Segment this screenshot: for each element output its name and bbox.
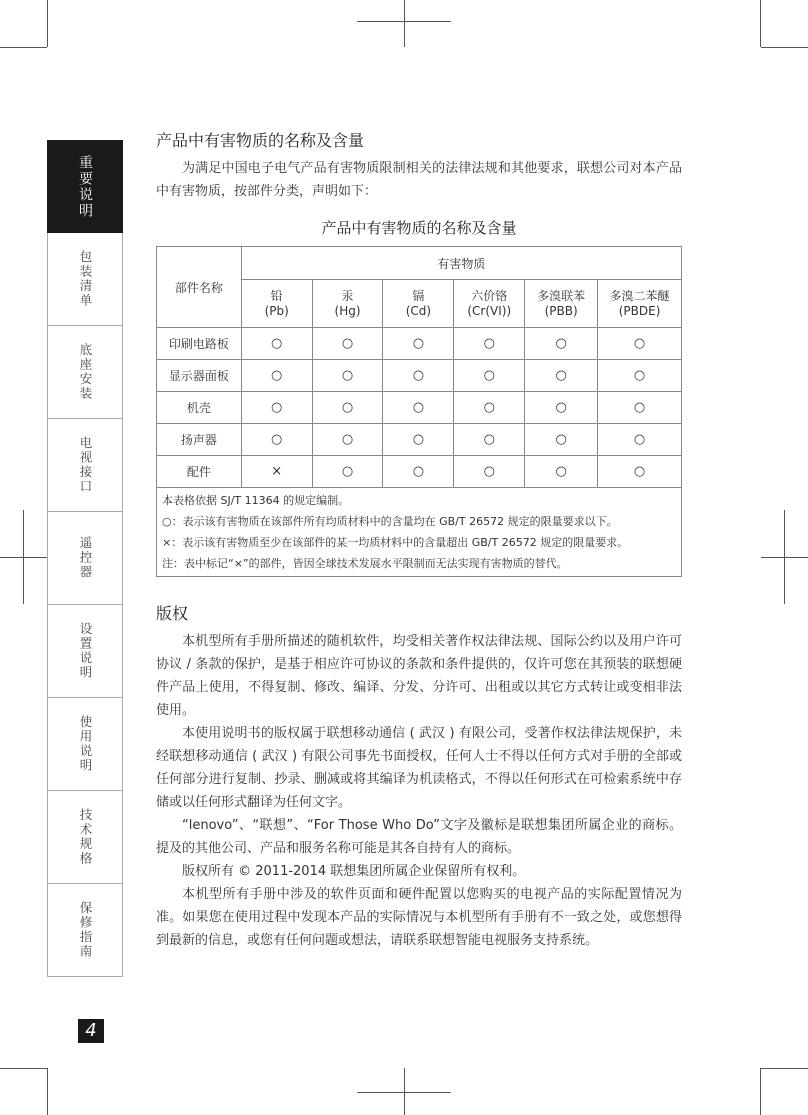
mark: × [241,456,312,488]
mark: ○ [454,424,525,456]
table-row [157,360,682,392]
table-title: 产品中有害物质的名称及含量 [321,219,517,237]
part-name: 配件 [157,456,242,488]
mark: ○ [241,424,312,456]
hazard-heading: 产品中有害物质的名称及含量 [156,131,365,150]
part-name: 扬声器 [157,424,242,456]
tab-remote[interactable] [47,512,123,605]
copyright-paragraph: “lenovo”、“联想”、“For Those Who Do”文字及徽标是联想集团所属企业的商标。提及的其他公司、产品和服务名称可能是其各自持有人的商标。 [156,818,682,856]
mark: ○ [312,328,383,360]
mark: ○ [241,360,312,392]
table-notes [157,488,682,577]
hazard-intro: 为满足中国电子电气产品有害物质限制相关的法律法规和其他要求，联想公司对本产品中有害物质，按部件分类，声明如下： [156,161,682,199]
mark: ○ [525,328,598,360]
mark: ○ [383,424,454,456]
part-name: 机壳 [157,392,242,424]
substance-header: 铅 (Pb) [241,280,312,328]
mark: ○ [598,328,682,360]
tab-label: 重要说明 [77,154,93,219]
copyright-heading: 版权 [156,604,189,623]
mark: ○ [312,424,383,456]
tab-label: 电视接口 [78,436,93,494]
mark: ○ [241,328,312,360]
tab-label: 使用说明 [78,715,93,773]
copyright-paragraph: 本机型所有手册中涉及的软件页面和硬件配置以您购买的电视产品的实际配置情况为准。如果您在使用过程中发现本产品的实际情况与本机型所有手册有不一致之处，或您想得到最新的信息，或您有任何问题或想法，请联系联想智能电视服务支持系统。 [156,887,682,948]
note: ○：表示该有害物质在该部件所有均质材料中的含量均在 GB/T 26572 规定的限量要求以下。 [162,515,618,528]
substance-header: 镉 (Cd) [383,280,454,328]
tab-important-notes[interactable] [47,140,123,233]
part-name: 显示器面板 [157,360,242,392]
tab-label: 设置说明 [78,622,93,680]
mark: ○ [383,392,454,424]
note: 本表格依据 SJ/T 11364 的规定编制。 [162,494,350,507]
mark: ○ [383,328,454,360]
col-part-header: 部件名称 [157,247,242,328]
tab-tv-ports[interactable] [47,419,123,512]
mark: ○ [525,424,598,456]
mark: ○ [598,392,682,424]
mark: ○ [598,456,682,488]
substance-header: 多溴联苯 (PBB) [525,280,598,328]
table-row [157,328,682,360]
mark: ○ [383,360,454,392]
mark: ○ [598,424,682,456]
mark: ○ [312,360,383,392]
table-row [157,424,682,456]
tab-label: 包装清单 [78,250,93,308]
mark: ○ [525,392,598,424]
mark: ○ [241,392,312,424]
mark: ○ [525,360,598,392]
mark: ○ [312,392,383,424]
tab-label: 遥控器 [78,536,93,580]
tab-warranty[interactable] [47,884,123,977]
main-content [156,128,682,952]
col-group-header: 有害物质 [241,247,681,280]
mark: ○ [454,392,525,424]
copyright-paragraph: 本机型所有手册所描述的随机软件，均受相关著作权法律法规、国际公约以及用户许可协议 / 条款的保护，是基于相应许可协议的条款和条件提供的，仅许可您在其预装的联想硬件产品上使用，不得复制、修改、编译、分发、分许可、出租或以其它方式转让或变相非法使用。 [156,634,682,718]
page-number: 4 [78,1019,104,1043]
sidebar [47,140,123,977]
part-name: 印刷电路板 [157,328,242,360]
copyright-paragraph: 版权所有 © 2011-2014 联想集团所属企业保留所有权利。 [182,864,526,879]
mark: ○ [383,456,454,488]
tab-specs[interactable] [47,791,123,884]
tab-stand-install[interactable] [47,326,123,419]
mark: ○ [312,456,383,488]
mark: ○ [525,456,598,488]
tab-label: 保修指南 [78,901,93,959]
tab-settings[interactable] [47,605,123,698]
tab-label: 底座安装 [78,343,93,401]
table-row [157,392,682,424]
tab-usage[interactable] [47,698,123,791]
hazard-table [156,246,682,577]
substance-header: 汞 (Hg) [312,280,383,328]
mark: ○ [454,456,525,488]
copyright-paragraph: 本使用说明书的版权属于联想移动通信 ( 武汉 ) 有限公司，受著作权法律法规保护，未经联想移动通信 ( 武汉 ) 有限公司事先书面授权，任何人士不得以任何方式对手册的全部或任何部分进行复制、抄录、删减或将其编译为机读格式，不得以任何形式在可检索系统中存储或以任何形式翻译为任何文字。 [156,726,682,810]
substance-header: 六价铬 (Cr(VI)) [454,280,525,328]
mark: ○ [454,328,525,360]
table-row [157,456,682,488]
tab-label: 技术规格 [78,808,93,866]
tab-package-list[interactable] [47,233,123,326]
mark: ○ [454,360,525,392]
mark: ○ [598,360,682,392]
note: ×：表示该有害物质至少在该部件的某一均质材料中的含量超出 GB/T 26572 规定的限量要求。 [162,536,629,549]
note: 注：表中标记“×”的部件，皆因全球技术发展水平限制而无法实现有害物质的替代。 [162,557,568,570]
substance-header: 多溴二苯醚 (PBDE) [598,280,682,328]
